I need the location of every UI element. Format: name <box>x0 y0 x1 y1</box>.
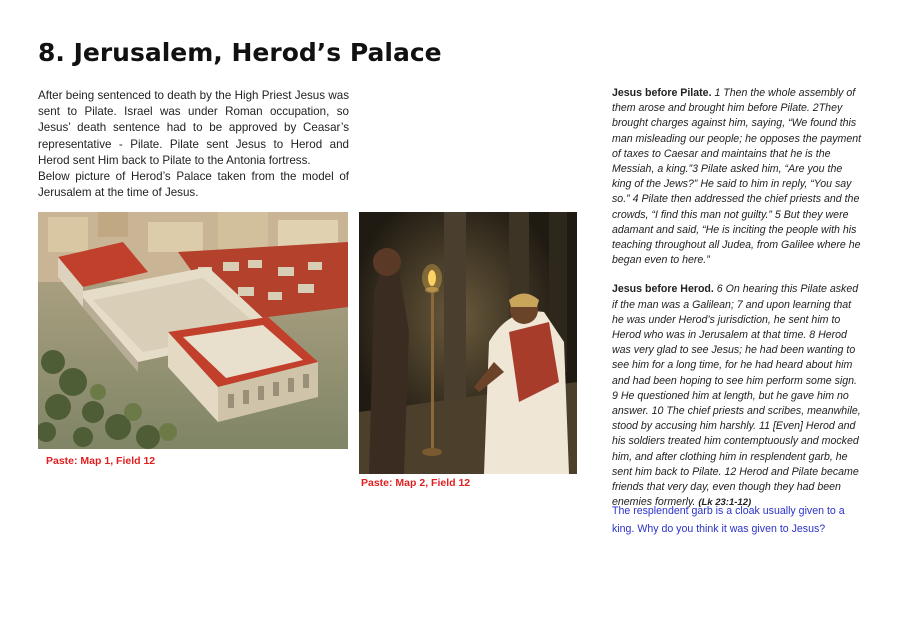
reflection-question: The resplendent garb is a cloak usually given to a king. Why do you think it was given to Jesus? <box>612 505 845 535</box>
passage-herod <box>612 282 864 510</box>
intro-paragraph: After being sentenced to death by the High Priest Jesus was sent to Pilate. Israel was under Roman occupation, so Jesus’ death sentence had to be approved by Ceasar’s representative - Pilate. Pilate sent Jesus to Herod and Herod sent Him back to Pilate to the Antonia fortress. <box>38 89 349 167</box>
passage-heading-herod: Jesus before Herod. <box>612 283 714 296</box>
palace-image-caption: Paste: Map 1, Field 12 <box>46 455 156 467</box>
scripture-reference: (Lk 23:1-12) <box>698 497 752 509</box>
passage-pilate <box>612 86 864 268</box>
passage-text-herod: 6 On hearing this Pilate asked if the man was a Galilean; 7 and upon learning that he was under Herod’s jurisdiction, he sent him to Herod who was in Jerusalem at that time. 8 Herod was very glad to see Jesus; he had been wanting to see him for a long time, for he had heard about him and had been hoping to see him perform some sign. 9 He questioned him at length, but he gave him no answer. 10 The chief priests and scribes, meanwhile, stood by accusing him harshly. 11 [Even] Herod and his soldiers treated him contemptuously and mocked him, and after clothing him in resplendent garb, he sent him back to Pilate. 12 Herod and Pilate became friends that very day, even though they had been enemies formerly. <box>612 283 861 509</box>
scene-image-caption: Paste: Map 2, Field 12 <box>361 477 471 489</box>
jesus-before-herod-scene-image <box>359 212 577 474</box>
scripture-passages <box>612 86 864 524</box>
passage-text-pilate: 1 Then the whole assembly of them arose and brought him before Pilate. 2They brought charges against him, saying, “We found this man misleading our people; he opposes the payment of taxes to Caesar and maintains that he is the Messiah, a king.”3 Pilate asked him, “Are you the king of the Jews?” He said to him in reply, “You say so.” 4 Pilate then addressed the chief priests and the crowds, “I find this man not guilty.” 5 But they were adamant and said, “He is inciting the people with his teaching throughout all Judea, from Galilee where he began even to here.” <box>612 87 862 267</box>
herods-palace-model-image <box>38 212 348 449</box>
passage-heading-pilate: Jesus before Pilate. <box>612 87 712 99</box>
page-title: 8. Jerusalem, Herod’s Palace <box>38 38 442 67</box>
intro-text <box>38 88 349 201</box>
intro-paragraph-2: Below picture of Herod’s Palace taken from the model of Jerusalem at the time of Jesus. <box>38 170 349 200</box>
